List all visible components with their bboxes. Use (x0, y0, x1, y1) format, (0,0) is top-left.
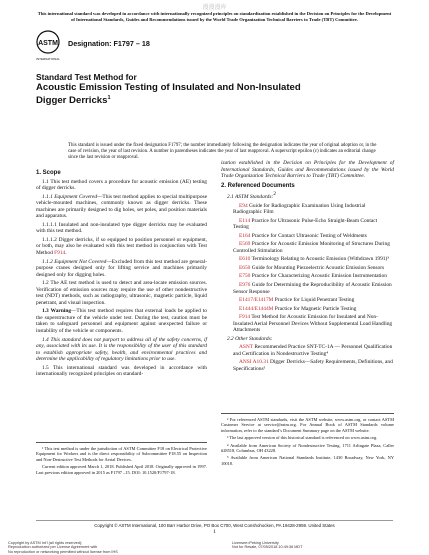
reference-title: Practice for Characterizing Acoustic Emission Instrumentation (250, 273, 387, 280)
reference-item (221, 241, 394, 254)
reference-code-link[interactable]: E1417/E1417M (239, 297, 274, 304)
footnote: ⁵ Available from American National Standards Institute, 1430 Broadway, New York, NY 10018. (221, 455, 394, 466)
reference-title: Terminology Relating to Acoustic Emission (Withdrawn 1991)³ (250, 256, 389, 263)
para-1-2: 1.2 The AE test method is used to detect and area-locate emission sources. Verification of emission sources may require the use of other nondestructive test (NDT) methods, such as radiography, ultrasonic, magnetic particle, liquid penetrant, and visual inspection. (36, 280, 207, 306)
reference-item (221, 306, 394, 313)
reference-code-link[interactable]: E976 (239, 282, 251, 288)
footnote: Current edition approved March 1, 2018. Published April 2018. Originally approved in 1997. Last previous edition approved in 2015 as F1797 –15. DOI: 10.1520/F1797-18. (36, 464, 207, 475)
reference-code-link[interactable]: E114 (239, 217, 251, 224)
para-1-4: 1.4 This standard does not purport to address all of the safety concerns, if any, associated with its use. It is the responsibility of the user of this standard to establish appropriate safety, health, and environmental practices and determine the applicability of regulatory limitations prior to use. (36, 336, 207, 363)
svg-text:INTERNATIONAL: INTERNATIONAL (36, 57, 60, 61)
para-1-1-2 (36, 259, 207, 279)
page-number: 1 (213, 529, 216, 535)
reference-item (221, 359, 394, 372)
title-line-1: Standard Test Method for (36, 72, 137, 82)
footnote: ³ The last approved version of this historical standard is referenced on www.astm.org. (227, 435, 378, 441)
reference-item (221, 203, 394, 216)
para-text: —Excluded from this test method are general-purpose cranes designed only for lifting service and machines primarily designed only for digging holes. (36, 258, 207, 278)
reference-code-link[interactable]: F914 (239, 314, 251, 321)
reference-code-link[interactable]: ASNT (239, 344, 253, 351)
designation: Designation: F1797 – 18 (68, 39, 150, 48)
title-line-3-text: Digger Derricks (36, 95, 108, 107)
para-text: . (65, 250, 67, 257)
reference-code-link[interactable]: E610 (239, 256, 251, 263)
footnotes-right (221, 413, 394, 468)
reference-code-link[interactable]: E569 (239, 241, 251, 248)
para-1-3 (36, 308, 207, 334)
reference-item (221, 282, 394, 295)
other-reference-list (221, 344, 394, 372)
footnotes-left (36, 442, 207, 477)
para-2-2: 2.2 Other Standards: (227, 335, 273, 342)
reference-item (221, 265, 394, 272)
reference-item (221, 314, 394, 334)
reference-title: Guide for Determining the Reproducibility of Acoustic Emission Sensor Response (233, 282, 392, 295)
reference-title: Practice for Contact Ultrasonic Testing of Weldments (250, 232, 367, 239)
para-1-5: 1.5 This international standard was developed in accordance with internationally recognized principles on standard- (36, 364, 207, 378)
para-1-1: 1.1 This test method covers a procedure for acoustic emission (AE) testing of digger derricks. (36, 178, 207, 192)
footnote: ² For referenced ASTM standards, visit the ASTM website, www.astm.org, or contact ASTM Customer Service at service@astm.org. For Annual Book of ASTM Standards volume information, refer to the standard’s Document Summary page on the ASTM website. (221, 417, 394, 433)
para-label: 1.1.1 Equipment Covered (42, 193, 98, 200)
para-label: 1.1.2 Equipment Not Covered (42, 258, 107, 265)
reference-item (221, 233, 394, 240)
reference-title: Recommended Practice SNT-TC-1A — Personnel Qualification and Certification in Nondestructive Testing⁴ (233, 344, 393, 357)
para-text: 1.1.1.2 Digger derricks, if so equipped to position personnel or equipment, or both, may also be evaluated with this test method in conjunction with Test Method (36, 236, 207, 257)
reference-item (221, 218, 394, 231)
reference-item (221, 344, 394, 357)
para-label: 2.1 ASTM Standards: (227, 193, 274, 200)
ref-link-f914[interactable]: F914 (54, 250, 66, 257)
title-block (36, 72, 396, 106)
footnote: ⁴ Available from American Society of Nondestructive Testing, 1711 Arlingate Plaza, Caller #28518, Columbus, OH 43228. (221, 442, 394, 454)
reference-item (221, 256, 394, 263)
reference-code-link[interactable]: E1444/E1444M (239, 305, 274, 312)
para-1-1-1-2 (36, 237, 207, 257)
reference-item (221, 273, 394, 280)
copyright-footer: Copyright © ASTM International, 100 Barr Harbor Drive, PO Box C700, West Conshohocken, PA 19428-2959. United States (36, 520, 393, 528)
para-text: —This test method applies to special multipurpose vehicle-mounted machines, commonly known as digger derricks. These machines are primarily designed to dig holes, set poles, and position materials and apparatus. (36, 193, 207, 220)
reference-title: Practice for Ultrasonic Pulse-Echo Straight-Beam Contact Testing (233, 217, 378, 231)
para-text: —This test method requires that external loads be applied to the superstructure of the vehicle under test. During the test, caution must be taken to safeguard personnel and equipment against unexpected failure or instability of the vehicle or components. (36, 308, 207, 335)
title-line-2: Acoustic Emission Testing of Insulated and Non-Insulated (36, 82, 301, 93)
para-1-1-1-1: 1.1.1.1 Insulated and non-insulated type digger derricks may be evaluated with this test method. (36, 221, 207, 235)
title-line-3 (36, 93, 396, 106)
svg-text:ASTM: ASTM (38, 40, 58, 47)
reference-title: Practice for Liquid Penetrant Testing (273, 297, 355, 304)
reference-title: Practice for Acoustic Emission Monitoring of Structures During Controlled Stimulation (233, 241, 390, 254)
reference-code-link[interactable]: E650 (239, 264, 251, 271)
para-1-5-cont: ization established in the Decision on Principles for the Development of International Standards, Guides and Recommendations issued by the World Trade Organization Technical Barriers to Trade (TBT) Committee. (221, 160, 394, 180)
title-footnote-marker: 1 (107, 95, 111, 101)
para-1-1-1 (36, 194, 207, 220)
right-column (221, 160, 394, 375)
astm-reference-list (221, 203, 394, 334)
astm-logo-icon (36, 30, 60, 64)
reference-code-link[interactable]: E164 (239, 232, 251, 239)
para-2-1 (221, 191, 394, 200)
reference-code-link[interactable]: E94 (239, 202, 248, 209)
para-label: 1.3 Warning (42, 308, 72, 315)
reference-title: Practice for Magnetic Particle Testing (273, 305, 357, 312)
reference-title: Guide for Mounting Piezoelectric Acoustic Emission Sensors (250, 264, 385, 271)
standard-note: This standard is issued under the fixed designation F1797; the number immediately following the designation indicates the year of original adoption or, in the case of revision, the year of last revision. A number in parentheses indicates the year of last reapproval. A superscript epsilon (ε) indicates an editorial change since the last revision or reapproval. (68, 143, 377, 161)
watermark: 漫漫漫库 (202, 5, 227, 11)
reference-title: Digger Derricks—Safety Requirements, Definitions, and Specifications⁵ (233, 359, 393, 373)
top-note: This international standard was developed in accordance with internationally recognized principles on standardization established in the Decision on Principles for the Development of International Standards, Guides and Recommendations issued by the World Trade Organization Technical Barriers to Trade (TBT) Committee. (37, 11, 392, 22)
reference-title: Guide for Radiographic Examination Using Industrial Radiographic Film (233, 202, 366, 216)
footnote-marker: 2 (273, 191, 277, 198)
reference-code-link[interactable]: ANSI A10.31 (239, 359, 269, 366)
reference-code-link[interactable]: E750 (239, 273, 251, 280)
footnote: ¹ This test method is under the jurisdiction of ASTM Committee F18 on Electrical Protective Equipment for Workers and is the direct responsibility of Subcommittee F18.55 on Inspection and Non-Destructive Test Methods for Aerial Devices. (36, 446, 207, 462)
reference-title: Test Method for Acoustic Emission for Insulated and Non-Insulated Aerial Personnel Devices Without Supplemental Load Handling Attachments (233, 314, 393, 334)
left-column (36, 170, 207, 380)
license-note-right: Licensee=Peking University Not for Resale, 07/05/2018 10:49:36 MDT (232, 541, 303, 550)
astm-logo (36, 30, 60, 64)
license-note-left: Copyright by ASTM Int'l (all rights reserved); Reproduction authorized per License Agreement with No reproduction or networking permitted without license from IHS (8, 541, 118, 554)
scope-heading: 1. Scope (36, 170, 61, 176)
ref-heading: 2. Referenced Documents (221, 182, 295, 189)
reference-item (221, 297, 394, 304)
